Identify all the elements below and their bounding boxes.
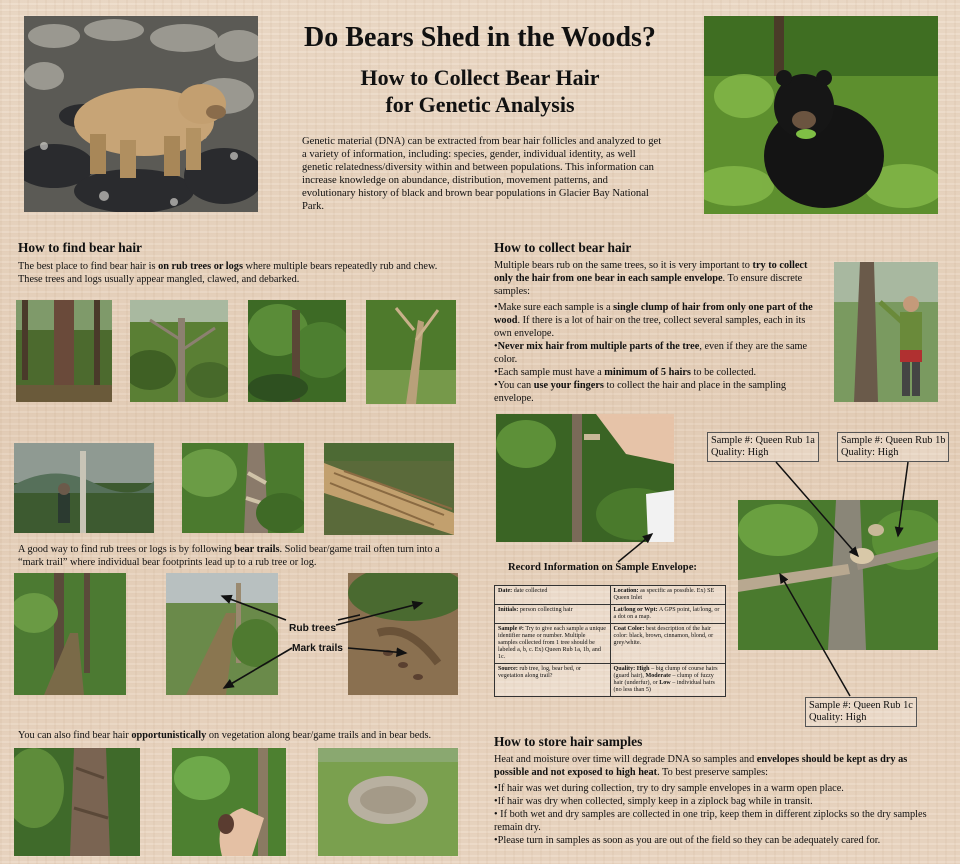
text-bold-run: Never mix hair from multiple parts of the tree (497, 341, 700, 352)
text-run: •Each sample must have a (494, 367, 605, 378)
rub-tree-photo-3 (248, 300, 346, 402)
text-bold-run: opportunistically (131, 730, 207, 741)
vegetation-hair-photo-2 (172, 748, 286, 856)
subtitle-line-2: for Genetic Analysis (385, 92, 575, 117)
rub-tree-photo-4 (366, 300, 456, 404)
record-cell (610, 664, 726, 697)
record-cell-bold-run: Date: (498, 588, 513, 594)
record-cell-bold-run: Low (659, 680, 671, 686)
sample-1c-quality: Quality: High (809, 712, 867, 723)
record-cell-bold-run: Lat/long or Wpt: (613, 607, 658, 613)
collector-photo (834, 262, 938, 402)
sample-callout-1b (837, 432, 949, 462)
store-bullet-4: •Please turn in samples as soon as you are out of the field so they can be adequately cared for. (494, 835, 881, 846)
record-cell-bold-run: Sample #: (498, 626, 524, 632)
store-paragraph (494, 753, 934, 779)
record-row (495, 664, 726, 697)
text-run: . To best preserve samples: (657, 767, 768, 778)
envelope-record-table (494, 585, 726, 697)
hair-collection-closeup-photo (496, 414, 674, 542)
text-bold-run: try to collect only the hair from one bear in each sample envelope (494, 260, 808, 284)
rub-tree-photo-1 (16, 300, 112, 402)
record-cell-run: as specific as possible. Ex) SE Queen Inlet (613, 588, 715, 601)
record-cell (610, 586, 726, 605)
collect-paragraph (494, 259, 820, 298)
record-cell (495, 586, 611, 605)
text-bold-run: use your fingers (533, 380, 604, 391)
subtitle-line-1: How to Collect Bear Hair (360, 65, 600, 90)
mark-trails-label: Mark trails (292, 643, 343, 654)
store-heading: How to store hair samples (494, 734, 643, 749)
sample-callout-1a (707, 432, 819, 462)
vegetation-hair-photo-1 (14, 748, 140, 856)
rub-tree-photo-5 (14, 443, 154, 533)
text-run: where multiple bears repeatedly rub and chew. These trees and logs usually appear mangled, clawed, and debarked. (18, 261, 438, 285)
store-bullet-2: •If hair was dry when collected, simply keep in a ziplock bag while in transit. (494, 796, 813, 807)
brown-bear-photo (24, 16, 258, 212)
text-run: • (494, 341, 498, 352)
trail-label-arrows-right (330, 595, 440, 665)
collect-heading: How to collect bear hair (494, 240, 632, 255)
find-paragraph-1 (18, 260, 438, 286)
collect-bullet-3 (494, 366, 820, 379)
record-row (495, 605, 726, 624)
text-run: on vegetation along bear/game trails and in bear beds. (206, 730, 432, 741)
record-cell-run: A GPS point, lat/long, or a dot on a map. (613, 607, 720, 620)
text-run: . If there is a lot of hair on the tree, collect several samples, each in its own envelope. (494, 315, 806, 339)
record-cell-run: person collecting hair (518, 607, 573, 613)
rub-trees-label: Rub trees (289, 623, 336, 634)
record-cell-run: – clump of fuzzy hair (underfur), or (613, 673, 714, 686)
text-bold-run: single clump of hair from only one part of the wood (494, 302, 813, 326)
sample-1c-number: Sample #: Queen Rub 1c (809, 700, 913, 711)
black-bear-photo (704, 16, 938, 214)
bear-bed-photo (318, 748, 458, 856)
sample-1a-number: Sample #: Queen Rub 1a (711, 435, 815, 446)
record-cell-bold-run: Location: (613, 588, 639, 594)
store-instructions (494, 753, 934, 847)
text-bold-run: minimum of 5 hairs (604, 367, 691, 378)
record-cell (495, 605, 611, 624)
collect-bullet-2 (494, 340, 820, 366)
record-row (495, 586, 726, 605)
text-run: You can also find bear hair (18, 730, 132, 741)
text-run: , even if they are the same color. (494, 341, 808, 365)
record-heading: Record Information on Sample Envelope: (508, 562, 697, 573)
sample-callout-1c (805, 697, 917, 727)
text-run: . To ensure discrete samples: (494, 273, 803, 297)
text-bold-run: on rub trees or logs (158, 261, 243, 272)
intro-paragraph: Genetic material (DNA) can be extracted from bear hair follicles and analyzed to get a variety of information, including: species, gender, individual identity, as well genetic relatedness/diversity within and between populations. This information can increase knowledge on abundance, distribution, movement patterns, and evolutionary history of black and brown bear populations in Glacier Bay National Park. (302, 136, 662, 212)
store-bullet-1: •If hair was wet during collection, try to dry sample envelopes in a warm open place. (494, 783, 844, 794)
sample-1a-quality: Quality: High (711, 447, 769, 458)
poster-title: Do Bears Shed in the Woods? (304, 22, 656, 53)
rub-tree-photo-2 (130, 300, 228, 402)
text-run: Heat and moisture over time will degrade DNA so samples and (494, 754, 757, 765)
record-cell-bold-run: Source: (498, 666, 518, 672)
text-run: A good way to find rub trees or logs is by following (18, 544, 235, 555)
text-run: . Solid bear/game trail often turn into a “mark trail” where individual bear footprints lead up to a rub tree or log. (18, 544, 440, 568)
sample-1b-number: Sample #: Queen Rub 1b (841, 435, 946, 446)
text-run: to be collected. (690, 367, 757, 378)
text-run: to collect the hair and place in the sampling envelope. (494, 380, 787, 404)
text-bold-run: envelopes should be kept as dry as possible and not exposed to high heat (494, 754, 908, 778)
record-cell-bold-run: Moderate (645, 673, 671, 679)
record-cell-run: – individual hairs (no less than 5) (613, 680, 715, 693)
record-row (495, 624, 726, 664)
record-cell-run: date collected (512, 588, 548, 594)
text-run: Multiple bears rub on the same trees, so it is very important to (494, 260, 753, 271)
text-run: •You can (494, 380, 534, 391)
sample-arrows (740, 460, 940, 720)
find-paragraph-3 (18, 729, 458, 742)
collect-bullet-1 (494, 301, 820, 340)
record-cell (610, 605, 726, 624)
record-cell-run: rub tree, log, bear bed, or vegetation along trail? (498, 666, 581, 679)
text-run: •Make sure each sample is a (494, 302, 614, 313)
record-cell-run: best description of the hair color: black, brown, cinnamon, blond, or grey/white. (613, 626, 714, 646)
text-bold-run: bear trails (234, 544, 280, 555)
record-cell-run: Try to give each sample a unique identifier name or number. Multiple samples collected from 1 tree should be labeled a, b, c. Ex) Queen Rub 1a, 1b, and 1c. (498, 626, 606, 660)
sample-1b-quality: Quality: High (841, 447, 899, 458)
store-bullet-3: • If both wet and dry samples are collected in one trip, keep them in different ziplocks so the dry samples remain dry. (494, 809, 927, 833)
find-paragraph-2 (18, 543, 448, 569)
find-heading: How to find bear hair (18, 240, 142, 255)
rub-tree-photo-6 (182, 443, 304, 533)
trail-photo-1 (14, 573, 126, 695)
record-cell-run: – big clump of course hairs (guard hair), (613, 666, 718, 679)
text-run: The best place to find bear hair is (18, 261, 159, 272)
rub-log-photo (324, 443, 454, 535)
poster-subtitle (270, 64, 690, 118)
record-cell (495, 664, 611, 697)
collect-bullet-4 (494, 379, 820, 405)
record-cell-bold-run: Initials: (498, 607, 519, 613)
record-cell (610, 624, 726, 664)
record-cell (495, 624, 611, 664)
record-cell-bold-run: Quality: High (613, 666, 650, 672)
record-cell-bold-run: Coat Color: (613, 626, 645, 632)
collect-instructions (494, 259, 820, 405)
